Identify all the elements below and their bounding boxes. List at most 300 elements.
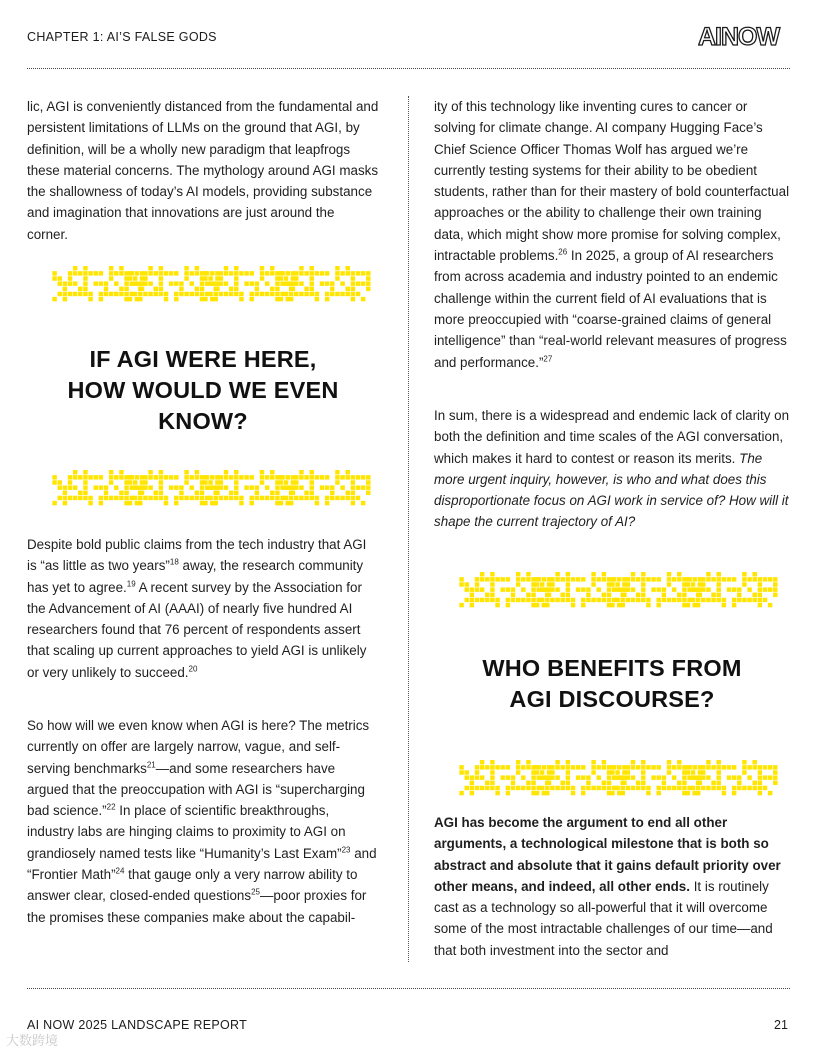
ornament-pixel: [480, 572, 484, 576]
ornament-pixel: [459, 770, 463, 774]
ornament-pixel: [63, 491, 67, 495]
ornament-pixel: [662, 786, 666, 790]
footnote-ref[interactable]: 22: [106, 802, 116, 812]
ornament-pixel: [346, 491, 350, 495]
ornament-pixel: [672, 786, 676, 790]
ornament-pixel: [94, 485, 98, 489]
ornament-pixel: [229, 475, 233, 479]
ornament-pixel: [279, 271, 283, 275]
ornament-pixel: [576, 577, 580, 581]
ornament-pixel: [330, 485, 334, 489]
ornament-pixel: [78, 475, 82, 479]
ornament-pixel: [717, 572, 721, 576]
ornament-pixel: [531, 775, 535, 779]
ornament-pixel: [58, 480, 62, 484]
ornament-pixel: [727, 587, 731, 591]
ornament-pixel: [234, 496, 238, 500]
ornament-pixel: [310, 292, 314, 296]
ornament-pixel: [361, 501, 365, 505]
ornament-pixel: [576, 587, 580, 591]
ornament-pixel: [727, 765, 731, 769]
ornament-pixel: [758, 582, 762, 586]
ornament-pixel: [465, 775, 469, 779]
ornament-pixel: [657, 587, 661, 591]
ornament-pixel: [94, 475, 98, 479]
ornament-pixel: [722, 598, 726, 602]
ornament-pixel: [545, 781, 549, 785]
ornament-pixel: [631, 765, 635, 769]
ornament-pixel: [662, 775, 666, 779]
ornament-pixel: [195, 475, 199, 479]
ornament-pixel: [701, 587, 705, 591]
ornament-pixel: [239, 297, 243, 301]
ornament-pixel: [742, 760, 746, 764]
ornament-pixel: [114, 281, 118, 285]
ornament-pixel: [621, 603, 625, 607]
ornament-pixel: [265, 475, 269, 479]
ornament-pixel: [732, 577, 736, 581]
ornament-pixel: [265, 281, 269, 285]
ornament-pixel: [768, 603, 772, 607]
ornament-pixel: [591, 770, 595, 774]
ornament-pixel: [73, 266, 77, 270]
ornament-pixel: [224, 485, 228, 489]
ornament-pixel: [465, 770, 469, 774]
ornament-pixel: [672, 598, 676, 602]
ornament-pixel: [667, 598, 671, 602]
ornament-pixel: [154, 292, 158, 296]
ornament-pixel: [128, 480, 132, 484]
ornament-pixel: [722, 603, 726, 607]
ornament-pixel: [88, 271, 92, 275]
ornament-pixel: [138, 501, 142, 505]
ornament-pixel: [335, 475, 339, 479]
ornament-pixel: [52, 480, 56, 484]
ornament-pixel: [63, 501, 67, 505]
ornament-pixel: [310, 475, 314, 479]
ornament-pixel: [501, 577, 505, 581]
ornament-pixel: [279, 501, 283, 505]
ornament-pixel: [773, 765, 777, 769]
ornament-pixel: [346, 271, 350, 275]
ornament-pixel: [190, 271, 194, 275]
ornament-pixel: [737, 587, 741, 591]
ornament-pixel: [265, 292, 269, 296]
ornament-pixel: [159, 475, 163, 479]
ornament-pixel: [310, 281, 314, 285]
ornament-pixel: [179, 485, 183, 489]
ornament-pixel: [128, 297, 132, 301]
footnote-ref[interactable]: 27: [543, 354, 553, 364]
ornament-pixel: [571, 786, 575, 790]
ornament-pixel: [239, 271, 243, 275]
ornament-pixel: [662, 593, 666, 597]
ornament-pixel: [330, 292, 334, 296]
ornament-pixel: [490, 577, 494, 581]
ornament-pixel: [114, 496, 118, 500]
ornament-pixel: [521, 765, 525, 769]
ornament-pixel: [677, 598, 681, 602]
ornament-pixel: [58, 281, 62, 285]
ornament-pixel: [119, 470, 123, 474]
ornament-pixel: [325, 271, 329, 275]
ornament-pixel: [545, 598, 549, 602]
ornament-pixel: [214, 491, 218, 495]
ornament-pixel: [299, 475, 303, 479]
ornament-pixel: [154, 475, 158, 479]
ornament-pixel: [657, 598, 661, 602]
ornament-pixel: [119, 491, 123, 495]
paragraph-argument: AGI has become the argument to end all other arguments, a technological milestone that is both so abstract and absolute that it gains default priority over other means, and indeed, all other ends. It is routinely cast as a technology so all-powerful that it will overcome some of the most intractable challenges of our time—and that both investment into the sector and: [434, 815, 781, 958]
ornament-pixel: [289, 297, 293, 301]
ornament-pixel: [768, 791, 772, 795]
ornament-pixel: [138, 491, 142, 495]
ornament-pixel: [480, 786, 484, 790]
ornament-pixel: [686, 582, 690, 586]
ornament-pixel: [265, 271, 269, 275]
ornament-pixel: [531, 786, 535, 790]
ornament-pixel: [636, 765, 640, 769]
ornament-pixel: [682, 775, 686, 779]
ornament-pixel: [576, 775, 580, 779]
ornament-pixel: [224, 266, 228, 270]
ornament-pixel: [239, 496, 243, 500]
ornament-pixel: [219, 496, 223, 500]
ornament-pixel: [83, 276, 87, 280]
ornament-pixel: [203, 501, 207, 505]
ornament-pixel: [490, 775, 494, 779]
ornament-pixel: [636, 786, 640, 790]
ornament-pixel: [706, 587, 710, 591]
footnote-ref[interactable]: 20: [188, 664, 198, 674]
ornament-pixel: [284, 276, 288, 280]
ornament-pixel: [184, 470, 188, 474]
ornament-pixel: [511, 593, 515, 597]
ornament-pixel: [545, 603, 549, 607]
ornament-pixel: [696, 603, 700, 607]
ornament-pixel: [742, 577, 746, 581]
ornament-pixel: [73, 281, 77, 285]
ornament-pixel: [351, 501, 355, 505]
ornament-pixel: [566, 577, 570, 581]
ornament-pixel: [310, 470, 314, 474]
ornament-pixel: [501, 587, 505, 591]
ornament-pixel: [63, 292, 67, 296]
ornament-pixel: [320, 271, 324, 275]
ornament-pixel: [470, 786, 474, 790]
ornament-pixel: [119, 292, 123, 296]
ornament-pixel: [561, 765, 565, 769]
ornament-pixel: [550, 598, 554, 602]
ornament-pixel: [143, 496, 147, 500]
footnote-ref[interactable]: 25: [251, 887, 260, 897]
ornament-pixel: [174, 501, 178, 505]
ornament-pixel: [566, 765, 570, 769]
ornament-pixel: [335, 496, 339, 500]
ornament-pixel: [190, 496, 194, 500]
ornament-pixel: [470, 791, 474, 795]
ornament-pixel: [555, 577, 559, 581]
ornament-pixel: [615, 582, 619, 586]
ornament-pixel: [591, 760, 595, 764]
ornament-pixel: [234, 287, 238, 291]
ornament-pixel: [335, 292, 339, 296]
ornament-pixel: [742, 765, 746, 769]
ornament-pixel: [99, 496, 103, 500]
ornament-pixel: [83, 292, 87, 296]
ornament-pixel: [250, 281, 254, 285]
ornament-pixel: [586, 775, 590, 779]
ornament-pixel: [555, 786, 559, 790]
ornament-pixel: [124, 281, 128, 285]
ornament-pixel: [495, 765, 499, 769]
ornament-pixel: [68, 292, 72, 296]
ornament-pixel: [68, 496, 72, 500]
ornament-pixel: [566, 786, 570, 790]
ornament-pixel: [495, 791, 499, 795]
ornament-pixel: [475, 577, 479, 581]
ornament-pixel: [646, 786, 650, 790]
ornament-pixel: [224, 271, 228, 275]
ornament-pixel: [310, 266, 314, 270]
ornament-pixel: [234, 271, 238, 275]
ornament-pixel: [143, 485, 147, 489]
ornament-pixel: [696, 791, 700, 795]
ornament-pixel: [73, 470, 77, 474]
ornament-pixel: [485, 577, 489, 581]
ornament-pixel: [470, 587, 474, 591]
ornament-pixel: [58, 292, 62, 296]
ornament-pixel: [651, 577, 655, 581]
ornament-pixel: [571, 765, 575, 769]
ornament-pixel: [124, 287, 128, 291]
ornament-pixel: [677, 781, 681, 785]
ornament-pixel: [179, 281, 183, 285]
ornament-pixel: [88, 297, 92, 301]
ornament-pixel: [711, 598, 715, 602]
ornament-pixel: [286, 475, 290, 479]
footnote-ref[interactable]: 23: [341, 845, 351, 855]
ornament-pixel: [607, 598, 611, 602]
ornament-pixel: [501, 765, 505, 769]
ornament-pixel: [195, 491, 199, 495]
ornament-pixel: [169, 485, 173, 489]
ornament-pixel: [200, 287, 204, 291]
section-heading-agi-here: IF AGI WERE HERE, HOW WOULD WE EVEN KNOW?: [67, 346, 339, 434]
ornament-pixel: [691, 770, 695, 774]
ornament-pixel: [516, 760, 520, 764]
ornament-pixel: [480, 760, 484, 764]
ornament-pixel: [289, 496, 293, 500]
ornament-pixel: [470, 603, 474, 607]
ornament-pixel: [260, 475, 264, 479]
ornament-pixel: [340, 271, 344, 275]
footnote-ref[interactable]: 18: [169, 557, 179, 567]
ornament-pixel: [566, 760, 570, 764]
ornament-pixel: [208, 276, 212, 280]
ornament-pixel: [581, 577, 585, 581]
ornament-pixel: [516, 598, 520, 602]
ornament-pixel: [275, 287, 279, 291]
ornament-pixel: [657, 791, 661, 795]
ornament-pixel: [255, 281, 259, 285]
ornament-pixel: [591, 765, 595, 769]
ornament-pixel: [758, 603, 762, 607]
ornament-pixel: [626, 775, 630, 779]
ornament-pixel: [662, 598, 666, 602]
ornament-pixel: [190, 485, 194, 489]
ornament-pixel: [294, 485, 298, 489]
ornament-pixel: [164, 496, 168, 500]
ornament-pixel: [717, 786, 721, 790]
footnote-ref[interactable]: 24: [115, 866, 125, 876]
ornament-pixel: [717, 577, 721, 581]
ornament-pixel: [768, 587, 772, 591]
ornament-pixel: [88, 496, 92, 500]
ornament-pixel: [52, 276, 56, 280]
ornament-pixel: [550, 587, 554, 591]
ornament-pixel: [682, 598, 686, 602]
ornament-pixel: [631, 775, 635, 779]
ornament-pixel: [763, 765, 767, 769]
ornament-pixel: [732, 598, 736, 602]
ornament-pixel: [148, 470, 152, 474]
ornament-pixel: [631, 572, 635, 576]
ornament-pixel: [104, 292, 108, 296]
ornament-pixel: [607, 775, 611, 779]
ornament-pixel: [203, 271, 207, 275]
ornament-pixel: [602, 577, 606, 581]
ornament-pixel: [581, 603, 585, 607]
ornament-pixel: [773, 781, 777, 785]
ornament-pixel: [250, 297, 254, 301]
ornament-pixel: [667, 786, 671, 790]
ornament-pixel: [555, 587, 559, 591]
ornament-pixel: [279, 297, 283, 301]
ornament-pixel: [214, 496, 218, 500]
ornament-pixel: [154, 271, 158, 275]
ornament-pixel: [58, 276, 62, 280]
ornament-pixel: [361, 281, 365, 285]
ornament-pixel: [610, 582, 614, 586]
ornament-pixel: [672, 765, 676, 769]
ornament-pixel: [83, 271, 87, 275]
ornament-pixel: [138, 292, 142, 296]
ornament-pixel: [234, 480, 238, 484]
ornament-pixel: [490, 765, 494, 769]
ornament-pixel: [753, 598, 757, 602]
ornament-pixel: [696, 781, 700, 785]
ornament-pixel: [682, 786, 686, 790]
ornament-pixel: [550, 786, 554, 790]
ornament-pixel: [768, 775, 772, 779]
ornament-pixel: [219, 276, 223, 280]
ornament-pixel: [571, 598, 575, 602]
ornament-pixel: [641, 582, 645, 586]
footnote-ref[interactable]: 26: [558, 247, 568, 257]
ornament-pixel: [310, 480, 314, 484]
ornament-pixel: [366, 271, 370, 275]
ornament-pixel: [597, 765, 601, 769]
ornament-pixel: [73, 292, 77, 296]
ornament-pixel: [506, 775, 510, 779]
ornament-pixel: [52, 475, 56, 479]
ornament-pixel: [646, 791, 650, 795]
ornament-pixel: [208, 485, 212, 489]
ornament-pixel: [109, 271, 113, 275]
ornament-pixel: [203, 276, 207, 280]
ornament-pixel: [459, 582, 463, 586]
ornament-pixel: [672, 577, 676, 581]
ornament-pixel: [174, 475, 178, 479]
ornament-pixel: [366, 287, 370, 291]
ornament-pixel: [219, 271, 223, 275]
ornament-pixel: [602, 760, 606, 764]
footnote-ref[interactable]: 21: [146, 760, 156, 770]
ornament-pixel: [722, 791, 726, 795]
ornament-pixel: [200, 292, 204, 296]
ornament-pixel: [203, 480, 207, 484]
ornament-pixel: [506, 577, 510, 581]
ornament-pixel: [138, 485, 142, 489]
ornament-pixel: [351, 271, 355, 275]
ornament-pixel: [184, 292, 188, 296]
ornament-pixel: [346, 287, 350, 291]
ornament-pixel: [615, 598, 619, 602]
ornament-pixel: [711, 593, 715, 597]
ornament-pixel: [195, 292, 199, 296]
ornament-pixel: [566, 582, 570, 586]
ornament-pixel: [459, 603, 463, 607]
ornament-pixel: [521, 786, 525, 790]
ornament-pixel: [531, 593, 535, 597]
ornament-pixel: [83, 287, 87, 291]
ornament-pixel: [701, 770, 705, 774]
ornament-pixel: [294, 496, 298, 500]
ornament-pixel: [109, 470, 113, 474]
ornament-pixel: [591, 577, 595, 581]
ornament-pixel: [753, 786, 757, 790]
ornament-pixel: [366, 491, 370, 495]
ornament-pixel: [224, 470, 228, 474]
ornament-pixel: [591, 582, 595, 586]
ornament-pixel: [128, 475, 132, 479]
ornament-pixel: [143, 281, 147, 285]
ornament-pixel: [124, 485, 128, 489]
ornament-pixel: [224, 292, 228, 296]
ornament-pixel: [224, 281, 228, 285]
ornament-pixel: [701, 775, 705, 779]
ornament-pixel: [219, 475, 223, 479]
ornament-pixel: [758, 775, 762, 779]
ornament-pixel: [540, 582, 544, 586]
ornament-pixel: [200, 485, 204, 489]
ornament-pixel: [485, 593, 489, 597]
ornament-pixel: [244, 485, 248, 489]
ornament-pixel: [335, 271, 339, 275]
ornament-pixel: [626, 587, 630, 591]
ornament-pixel: [521, 587, 525, 591]
ornament-pixel: [485, 786, 489, 790]
ornament-pixel: [351, 485, 355, 489]
ornament-pixel: [701, 786, 705, 790]
ornament-pixel: [289, 501, 293, 505]
ornament-pixel: [52, 501, 56, 505]
ornament-pixel: [566, 572, 570, 576]
ornament-pixel: [763, 786, 767, 790]
ornament-pixel: [470, 598, 474, 602]
footnote-ref[interactable]: 19: [126, 579, 136, 589]
